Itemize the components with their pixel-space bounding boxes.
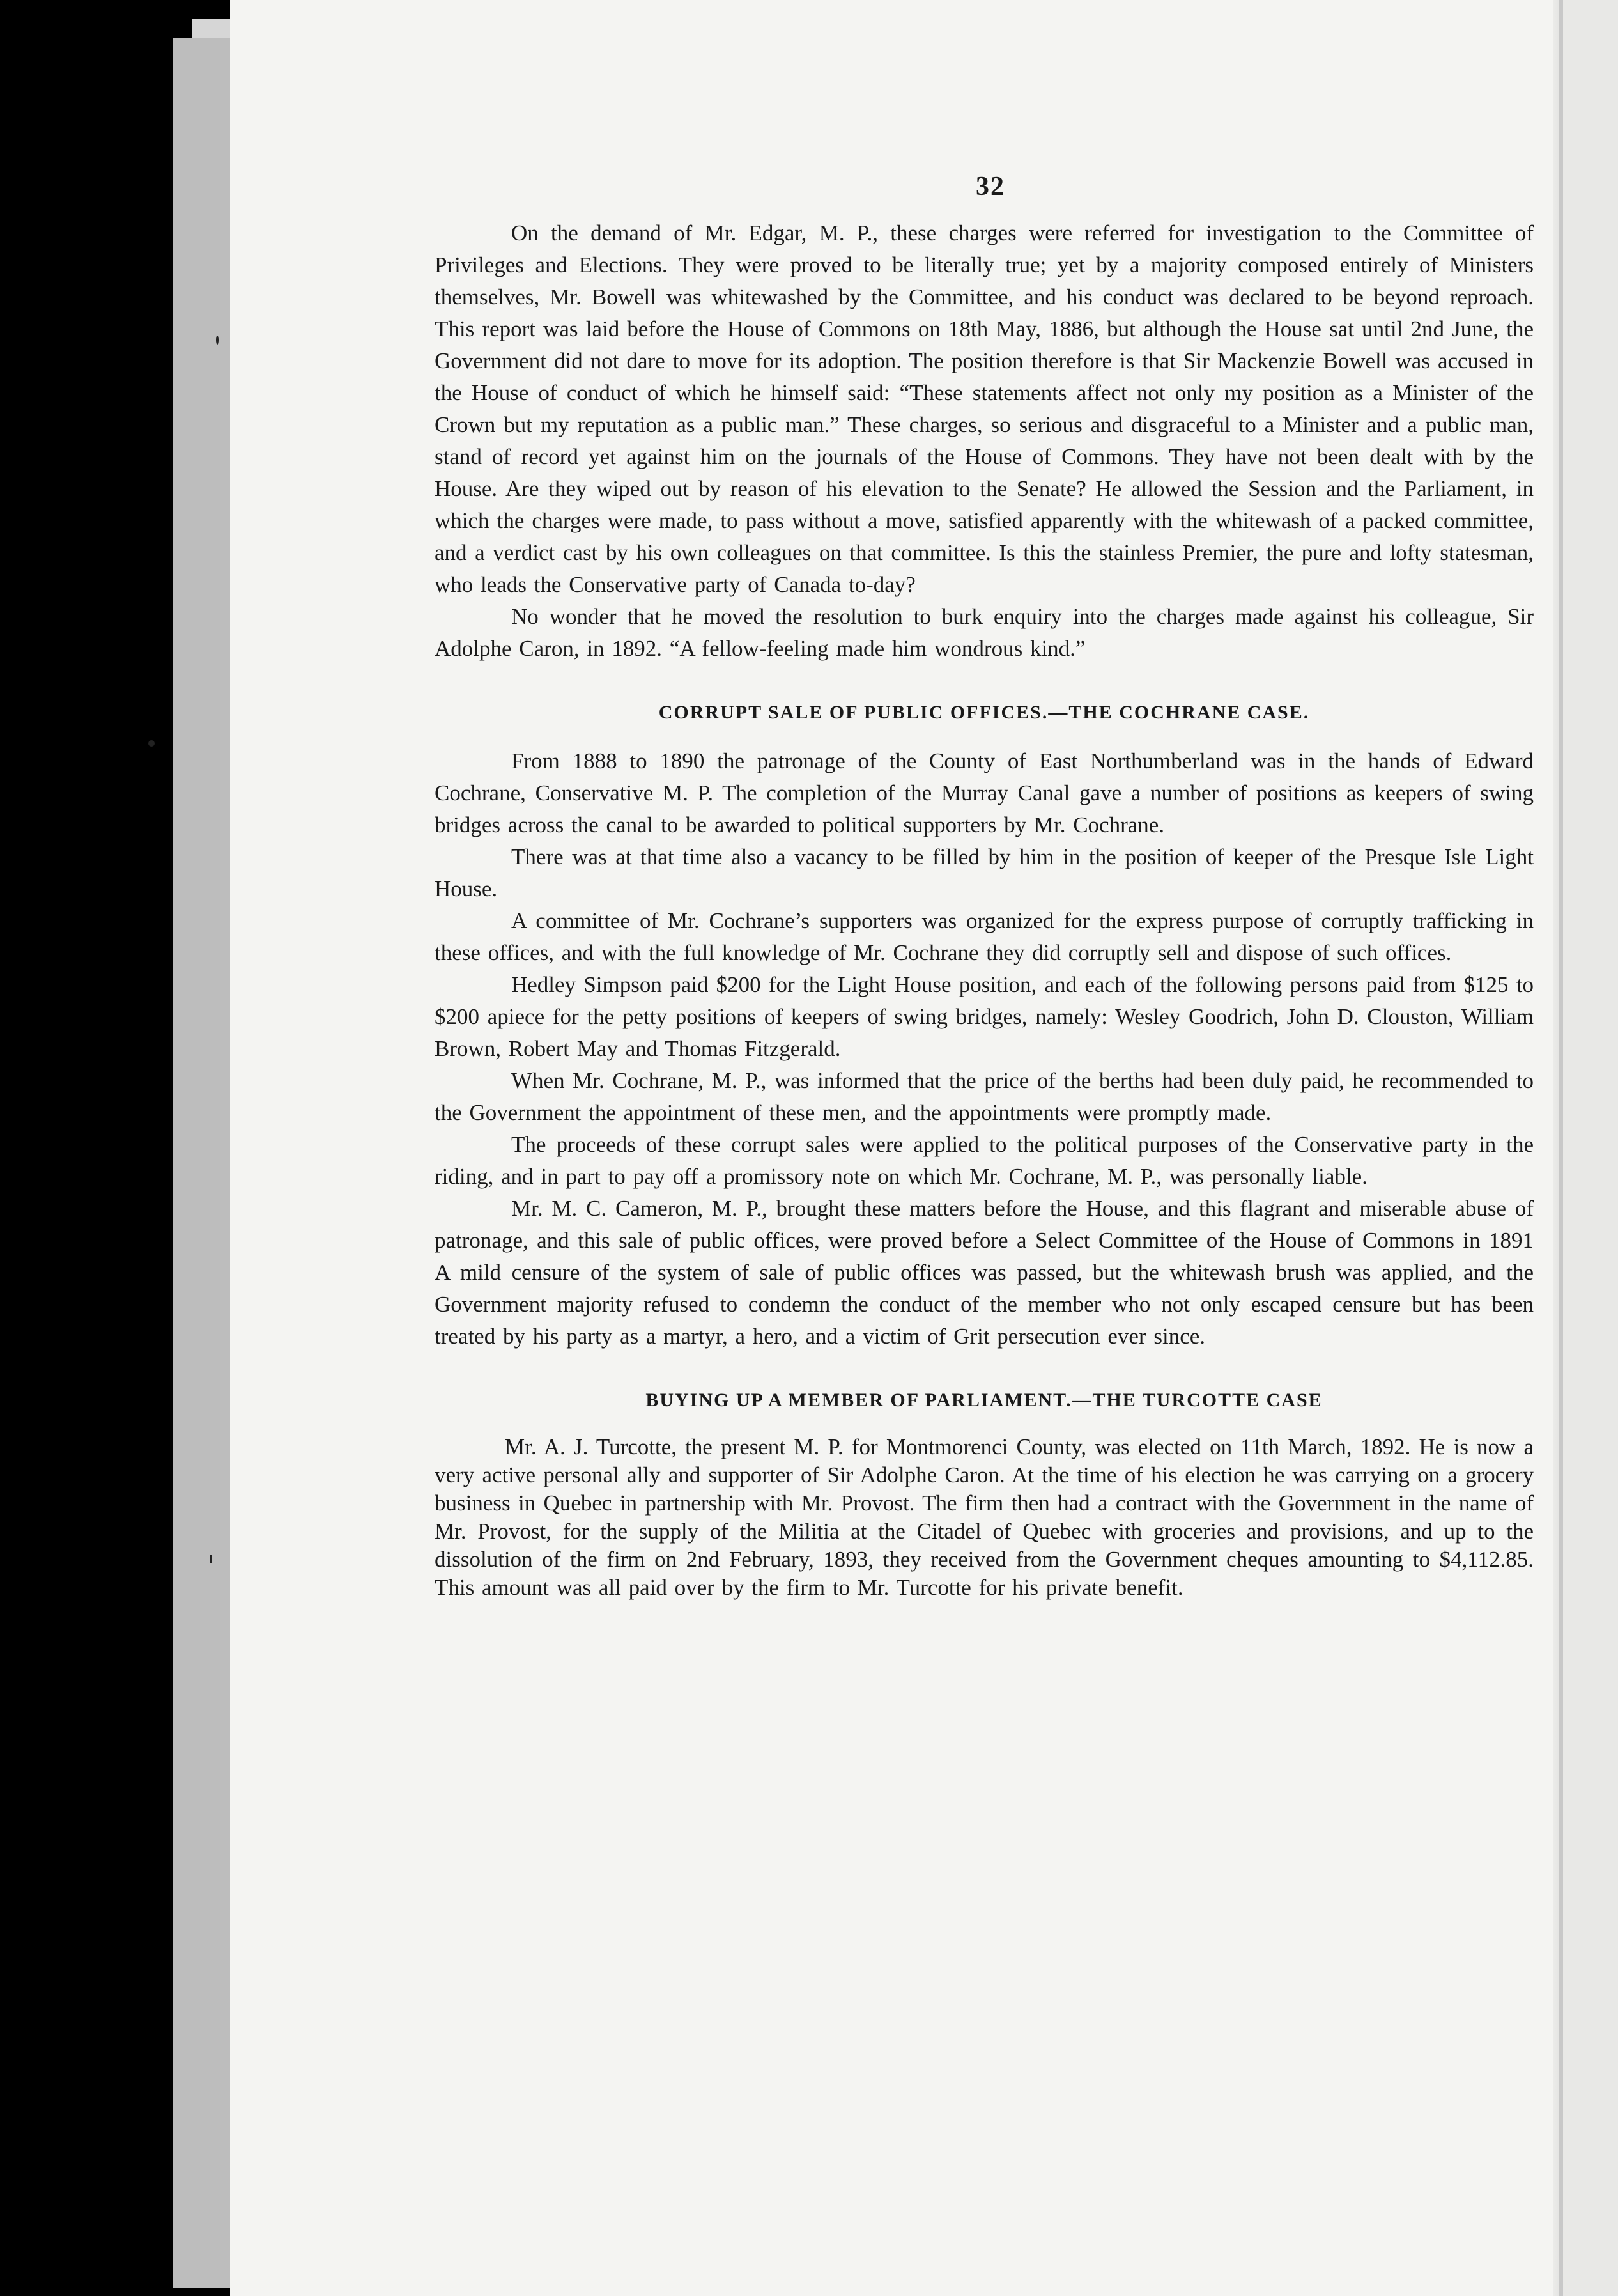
scan-speck bbox=[216, 336, 219, 345]
paragraph-cochrane-4: Hedley Simpson paid $200 for the Light House position, and each of the following persons paid from $125 to $200 apiece for the petty positions of keepers of swing bridges, namely: Wesley Goodrich, John D. Clouston, William Brown, Robert May and Thomas Fitzgerald. bbox=[435, 972, 1534, 1061]
paragraph-turcotte-1: Mr. A. J. Turcotte, the present M. P. for Montmorenci County, was elected on 11th March, 1892. He is now a very active personal ally and supporter of Sir Adolphe Caron. At the time of his election he was carrying on a grocery business in Quebec in partnership with Mr. Provost. The firm then had a contract with the Government in the name of Mr. Provost, for the supply of the Militia at the Citadel of Quebec with groceries and provisions, and up to the dissolution of the firm on 2nd February, 1893, they received from the Government cheques amounting to $4,112.85. This amount was all paid over by the firm to Mr. Turcotte for his private benefit. bbox=[435, 1434, 1534, 1600]
section-heading-turcotte: BUYING UP A MEMBER OF PARLIAMENT.—THE TURCOTTE CASE bbox=[645, 1390, 1323, 1411]
scan-speck bbox=[148, 740, 155, 747]
paragraph-cochrane-6: The proceeds of these corrupt sales were applied to the political purposes of the Conservative party in the riding, and in part to pay off a promissory note on which Mr. Cochrane, M. P., was personally liable. bbox=[435, 1132, 1534, 1189]
paragraph-intro-1: On the demand of Mr. Edgar, M. P., these charges were referred for investigation to the Committee of Privileges and Elections. They were proved to be literally true; yet by a majority composed entirely of Ministers themselves, Mr. Bowell was whitewashed by the Committee, and his conduct was declared to be beyond reproach. This report was laid before the House of Commons on 18th May, 1886, but although the House sat until 2nd June, the Government did not dare to move for its adoption. The position therefore is that Sir Mackenzie Bowell was accused in the House of conduct of which he himself said: “These statements affect not only my position as a Minister of the Crown but my reputation as a public man.” These charges, so serious and disgraceful to a Minister and a public man, stand of record yet against him on the journals of the House of Commons. They have not been dealt with by the House. Are they wiped out by reason of his elevation to the Senate? He allowed the Session and the Parliament, in which the charges were made, to pass without a move, satisfied apparently with the whitewash of a packed committee, and a verdict cast by his own colleagues on that committee. Is this the stainless Premier, the pure and lofty statesman, who leads the Conservative party of Canada to-day? bbox=[435, 221, 1534, 597]
paragraph-cochrane-7: Mr. M. C. Cameron, M. P., brought these matters before the House, and this flagrant and miserable abuse of patronage, and this sale of public offices, were proved before a Select Committee of the House of Commons in 1891 A mild censure of the system of sale of public offices was passed, but the whitewash brush was applied, and the Government majority refused to condemn the conduct of the member who not only escaped censure but has been treated by his party as a martyr, a hero, and a victim of Grit persecution ever since. bbox=[435, 1196, 1534, 1349]
paragraph-cochrane-2: There was at that time also a vacancy to be filled by him in the position of keeper of the Presque Isle Light House. bbox=[435, 844, 1534, 901]
paragraph-cochrane-3: A committee of Mr. Cochrane’s supporters was organized for the express purpose of corruptly trafficking in these offices, and with the full knowledge of Mr. Cochrane they did corruptly sell and dispose of such offices. bbox=[435, 908, 1534, 965]
paragraph-cochrane-1: From 1888 to 1890 the patronage of the County of East Northumberland was in the hands of Edward Cochrane, Conservative M. P. The completion of the Murray Canal gave a number of positions as keepers of swing bridges across the canal to be awarded to political supporters by Mr. Cochrane. bbox=[435, 749, 1534, 837]
document-body bbox=[435, 217, 1534, 1602]
page-number: 32 bbox=[976, 172, 1005, 201]
scan-speck bbox=[210, 1555, 212, 1563]
paragraph-intro-2: No wonder that he moved the resolution to burk enquiry into the charges made against his colleague, Sir Adolphe Caron, in 1892. “A fellow-feeling made him wondrous kind.” bbox=[435, 604, 1534, 661]
facing-page-edge bbox=[1559, 0, 1618, 2296]
section-heading-cochrane: CORRUPT SALE OF PUBLIC OFFICES.—THE COCHRANE CASE. bbox=[658, 702, 1310, 723]
paragraph-cochrane-5: When Mr. Cochrane, M. P., was informed that the price of the berths had been duly paid, he recommended to the Government the appointment of these men, and the appointments were promptly made. bbox=[435, 1068, 1534, 1125]
